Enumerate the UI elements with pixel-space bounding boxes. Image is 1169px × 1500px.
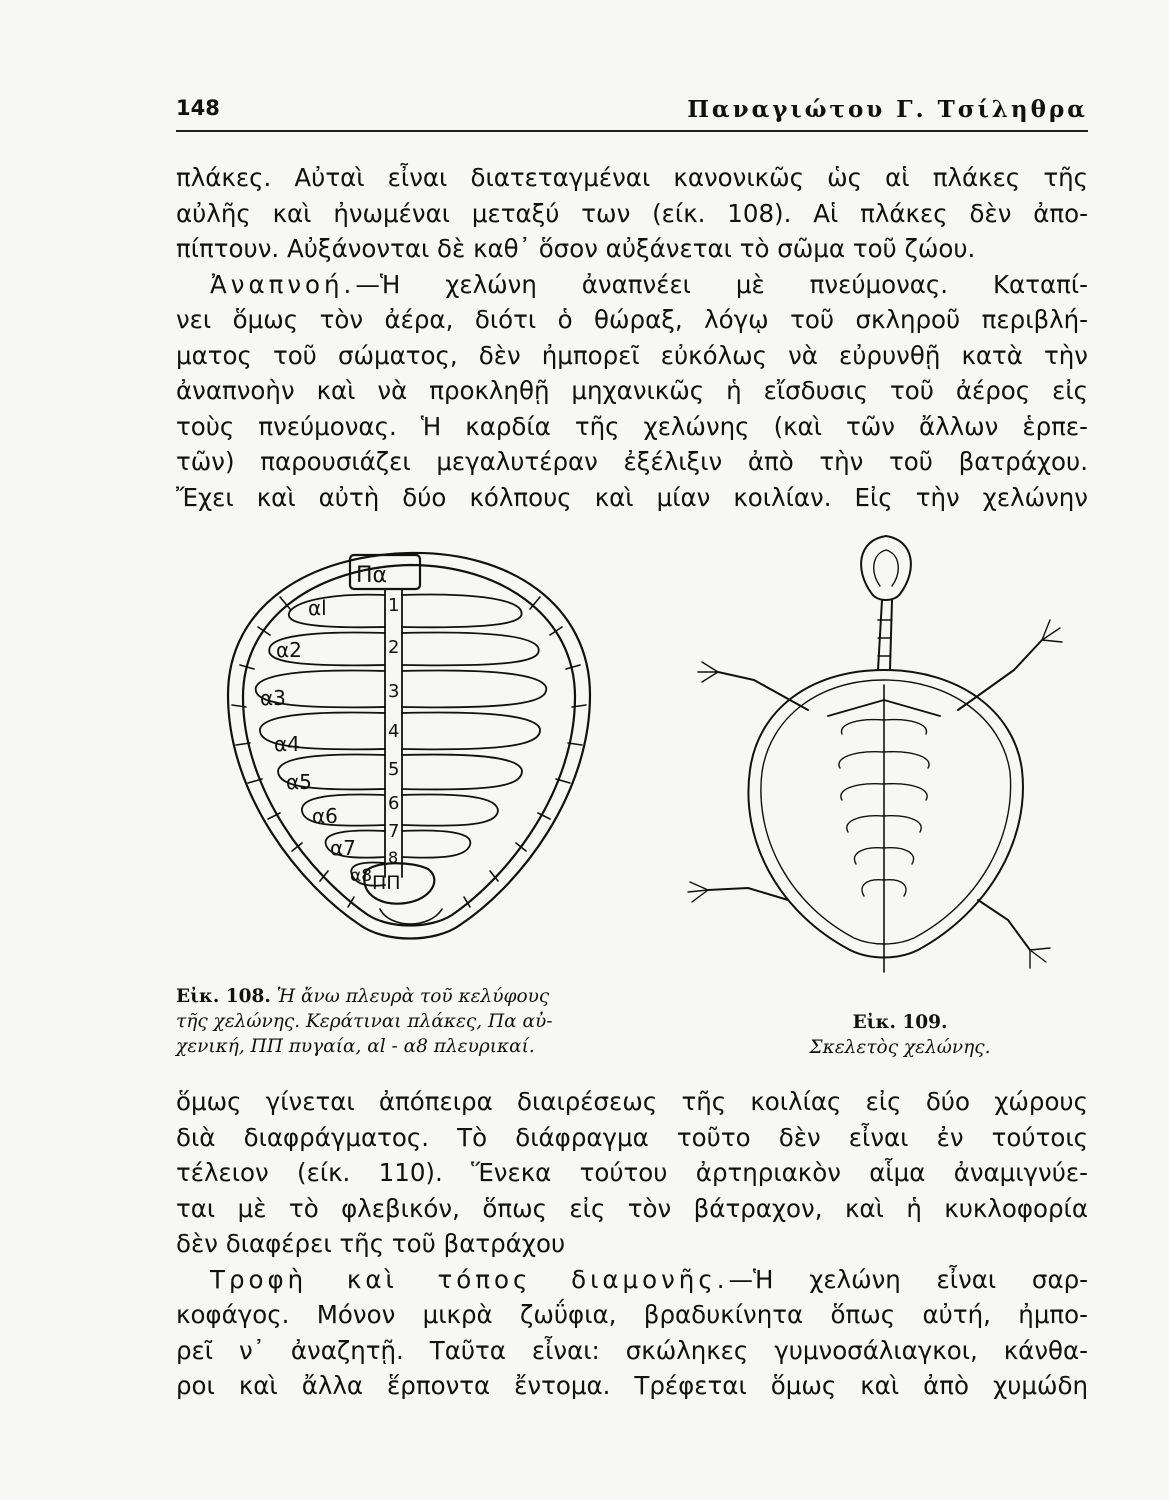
- label-vertebral-8: 8: [388, 848, 399, 867]
- hind-left-limb: [708, 888, 788, 900]
- label-pygal: ΠΠ: [372, 872, 401, 894]
- label-a2: α2: [276, 638, 302, 662]
- section-anapnoi-first-line: [210, 267, 1088, 303]
- body-line: ρεῖ ν᾽ ἀναζητῇ. Ταῦτα εἶναι: σκώληκες γυμνοσάλιαγκοι, κάνθα-: [176, 1336, 1088, 1365]
- label-vertebral-5: 5: [388, 759, 400, 780]
- label-vertebral-6: 6: [388, 793, 400, 814]
- caption-figure-108: [176, 984, 638, 1059]
- caption-108-label: Εἰκ. 108.: [176, 986, 271, 1007]
- label-vertebral-4: 4: [388, 721, 400, 742]
- label-a4: α4: [274, 732, 300, 756]
- body-line: κοφάγος. Μόνον μικρὰ ζωΰφια, βραδυκίνητα ὅπως αὐτή, ἠμπο-: [176, 1300, 1088, 1329]
- body-line: νει ὅμως τὸν ἀέρα, διότι ὁ θώραξ, λόγῳ τοῦ σκληροῦ περιβλή-: [176, 305, 1088, 334]
- body-line: πίπτουν. Αὐξάνονται δὲ καθ᾽ ὅσον αὐξάνεται τὸ σῶμα τοῦ ζώου.: [176, 234, 976, 263]
- label-a6: α6: [312, 804, 338, 828]
- skeleton-illustration: [658, 520, 1098, 980]
- body-line: ροι καὶ ἄλλα ἕρποντα ἔντομα. Τρέφεται ὅμως καὶ ἀπὸ χυμώδη: [176, 1371, 1088, 1400]
- body-line: δὲν διαφέρει τῆς τοῦ βατράχου: [176, 1229, 566, 1258]
- body-line: τέλειον (είκ. 110). Ἕνεκα τούτου ἀρτηριακὸν αἷμα ἀναμιγνύε-: [176, 1158, 1088, 1187]
- body-line: ὅμως γίνεται ἀπόπειρα διαιρέσεως τῆς κοιλίας εἰς δύο χώρους: [176, 1087, 1088, 1116]
- figure-109-skeleton: [658, 520, 1098, 980]
- body-line-fragment: —Ἡ χελώνη εἶναι σαρ-: [728, 1265, 1088, 1294]
- section-title-anapnoi: Ἀναπνοή.: [210, 270, 356, 299]
- label-a5: α5: [286, 770, 312, 794]
- carapace-illustration: [180, 525, 640, 965]
- section-trofi-first-line: [210, 1262, 1088, 1298]
- label-a8: α8: [350, 866, 373, 886]
- body-line: τοὺς πνεύμονας. Ἡ καρδία τῆς χελώνης (καὶ τῶν ἄλλων ἑρπε-: [176, 412, 1088, 441]
- body-line: ἀναπνοὴν καὶ νὰ προκληθῇ μηχανικῶς ἡ εἴσδυσις τοῦ ἀέρος εἰς: [176, 376, 1088, 405]
- body-line: διὰ διαφράγματος. Τὸ διάφραγμα τοῦτο δὲν εἶναι ἐν τούτοις: [176, 1123, 1088, 1152]
- hind-right-limb: [978, 900, 1030, 950]
- label-vertebral-3: 3: [388, 681, 400, 702]
- body-line: πλάκες. Αὐταὶ εἶναι διατεταγμέναι κανονικῶς ὡς αἱ πλάκες τῆς: [176, 163, 1088, 192]
- body-line: τῶν) παρουσιάζει μεγαλυτέραν ἐξέλιξιν ἀπὸ τὴν τοῦ βατράχου.: [176, 447, 1088, 476]
- caption-figure-109: [770, 1010, 1030, 1060]
- caption-108-line-3: χενική, ΠΠ πυγαία, αl - α8 πλευρικαί.: [176, 1036, 535, 1057]
- caption-108-text: Ἡ ἄνω πλευρὰ τοῦ κελύφους: [276, 986, 550, 1007]
- label-vertebral-7: 7: [388, 821, 400, 842]
- body-line: ται μὲ τὸ φλεβικόν, ὅπως εἰς τὸν βάτραχον, καὶ ἡ κυκλοφορία: [176, 1194, 1088, 1223]
- caption-108-line-2: τῆς χελώνης. Κεράτιναι πλάκες, Πα αὐ-: [176, 1011, 553, 1032]
- page-number: 148: [176, 96, 220, 120]
- label-a7: α7: [330, 836, 356, 860]
- body-line: Ἔχει καὶ αὐτὴ δύο κόλπους καὶ μίαν κοιλίαν. Εἰς τὴν χελώνην: [176, 483, 1088, 512]
- body-line: αὐλῆς καὶ ἠνωμέναι μεταξύ των (είκ. 108). Αἱ πλάκες δὲν ἀπο-: [176, 199, 1088, 228]
- caption-109-text: Σκελετὸς χελώνης.: [809, 1037, 991, 1058]
- running-head: Παναγιώτου Γ. Τσίληθρα: [687, 96, 1088, 123]
- front-right-limb: [958, 640, 1042, 710]
- figure-108-carapace: [180, 525, 640, 965]
- neck-vertebrae: [878, 600, 892, 670]
- section-title-trofi: Τροφὴ καὶ τόπος διαμονῆς.: [210, 1265, 729, 1294]
- label-a3: α3: [260, 686, 286, 710]
- skeleton-shell-outline: [748, 670, 1023, 958]
- label-vertebral-1: 1: [388, 595, 400, 616]
- label-nuchal: Πα: [356, 563, 388, 588]
- label-vertebral-2: 2: [388, 637, 400, 658]
- body-line-fragment: —Ἡ χελώνη ἀναπνέει μὲ πνεύμονας. Καταπί-: [355, 270, 1088, 299]
- skull: [861, 536, 911, 600]
- page-header: [176, 96, 1088, 132]
- caption-108-line-1: [176, 984, 638, 1009]
- label-a1: αl: [308, 596, 327, 620]
- front-left-limb: [718, 672, 808, 710]
- body-line: ματος τοῦ σώματος, δὲν ἠμπορεῖ εὐκόλως νὰ εὐρυνθῇ κατὰ τὴν: [176, 341, 1088, 370]
- caption-109-label: Εἰκ. 109.: [852, 1012, 948, 1033]
